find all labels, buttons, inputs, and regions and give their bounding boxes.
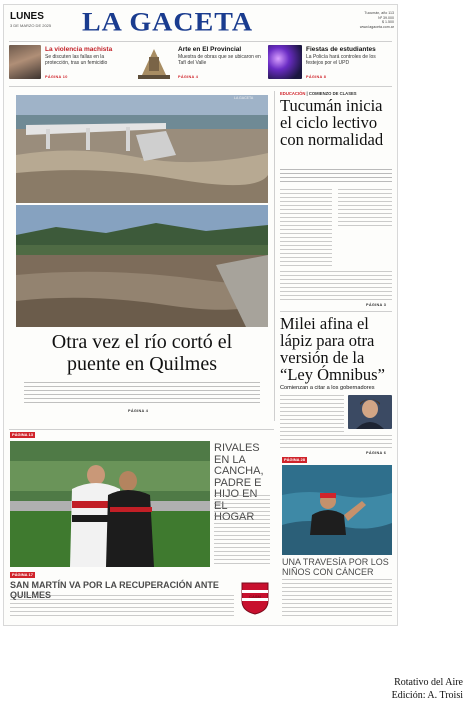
teaser-art-dek: Muestra de obras que se ubicaron en Tafí del Valle xyxy=(178,54,261,66)
sanmartin-crest-text: CASM xyxy=(249,594,261,599)
politics-headline-line-4: “Ley Ómnibus” xyxy=(280,365,385,384)
politics-body-col xyxy=(280,395,344,433)
masthead-info xyxy=(328,11,394,29)
politics-body-bottom xyxy=(280,435,392,449)
rugby-page-tag: PÁGINA 13 xyxy=(12,432,33,437)
teaser-violence-title: La violencia machista xyxy=(45,46,113,53)
politics-headline-line-3: versión de la xyxy=(280,348,365,367)
swim-page-tag: PÁGINA 28 xyxy=(284,457,305,462)
education-body-col-1 xyxy=(280,189,332,267)
caption-line-1: Rotativo del Aire xyxy=(394,677,463,688)
teaser-art-photo xyxy=(134,45,174,81)
newspaper-front-page xyxy=(3,4,398,626)
education-kicker-sub: COMIENZO DE CLASES xyxy=(308,91,357,96)
masthead-day: LUNES xyxy=(10,11,44,22)
teaser-party-dek: La Policía hará controles de los festejos por el UPD xyxy=(306,54,376,66)
rugby-photo xyxy=(10,441,210,567)
caption-line-2: Edición: A. Troisi xyxy=(391,690,463,701)
teaser-art-page: PÁGINA 4 xyxy=(178,75,199,79)
politics-subhead: Comienzan a citar a los gobernadores xyxy=(280,385,375,391)
lead-page-ref: PÁGINA 4 xyxy=(128,409,149,413)
education-body-bottom xyxy=(280,271,392,301)
politics-headline xyxy=(280,315,392,383)
swim-body xyxy=(282,579,392,619)
teaser-party-photo xyxy=(268,45,302,79)
lead-summary xyxy=(24,382,260,404)
lead-photo-credit: LA GACETA xyxy=(234,96,254,100)
rugby-headline: RIVALES EN LA CANCHA, PADRE E HIJO EN EL HOGAR xyxy=(214,442,264,523)
teaser-violence-page: PÁGINA 10 xyxy=(45,75,68,79)
education-body-col-2 xyxy=(338,189,392,227)
politics-page-ref: PÁGINA 6 xyxy=(366,451,387,455)
column-divider xyxy=(274,91,275,421)
rugby-body xyxy=(214,495,270,565)
masthead-date: 3 DE MARZO DE 2025 xyxy=(10,23,52,28)
lead-headline xyxy=(16,331,268,375)
masthead-info-line: Tucumán, año 113 xyxy=(364,11,394,15)
caption xyxy=(345,676,463,702)
swim-photo xyxy=(282,465,392,555)
sanmartin-headline: SAN MARTÍN VA POR LA RECUPERACIÓN ANTE QUILMES xyxy=(10,580,219,600)
lead-headline-line-1: Otra vez el río cortó el xyxy=(51,331,233,353)
education-dek xyxy=(280,169,392,185)
politics-headline-line-2: lápiz para otra xyxy=(280,331,375,350)
teaser-party[interactable] xyxy=(268,45,394,83)
teaser-art[interactable] xyxy=(132,45,262,83)
lead-photo-top xyxy=(16,95,268,203)
sanmartin-body xyxy=(10,595,234,619)
masthead-info-line: www.lagaceta.com.ar xyxy=(359,24,394,29)
politics-photo-milei xyxy=(348,395,392,429)
masthead-info-line: $ 1.500 xyxy=(382,20,394,25)
lower-divider xyxy=(9,429,274,430)
teaser-art-title: Arte en El Provincial xyxy=(178,46,242,53)
masthead-divider xyxy=(9,41,392,42)
education-kicker: EDUCACIÓN | COMIENZO DE CLASES xyxy=(280,91,357,96)
education-headline: Tucumán inicia el ciclo lectivo con normalidad xyxy=(280,96,384,149)
teaser-party-title: Fiestas de estudiantes xyxy=(306,46,376,53)
sanmartin-page-tag: PÁGINA 17 xyxy=(12,572,33,577)
teaser-violence[interactable] xyxy=(9,45,129,83)
education-page-ref: PÁGINA 3 xyxy=(366,303,387,307)
masthead-logo: LA GACETA xyxy=(82,7,254,38)
lead-headline-line-2: puente en Quilmes xyxy=(67,353,217,375)
masthead-info-line: Nº 39.000 xyxy=(378,15,394,20)
lead-photo-bottom xyxy=(16,205,268,327)
education-divider xyxy=(280,311,392,312)
teaser-divider xyxy=(9,86,392,87)
politics-headline-line-1: Milei afina el xyxy=(280,314,369,333)
teaser-violence-dek: Se discuten las fallas en la protección, tras un femicidio xyxy=(45,54,108,66)
swim-headline: UNA TRAVESÍA POR LOS NIÑOS CON CÁNCER xyxy=(282,557,389,577)
education-kicker-label: EDUCACIÓN xyxy=(280,91,306,96)
teaser-party-page: PÁGINA 8 xyxy=(306,75,327,79)
teaser-violence-photo xyxy=(9,45,41,79)
